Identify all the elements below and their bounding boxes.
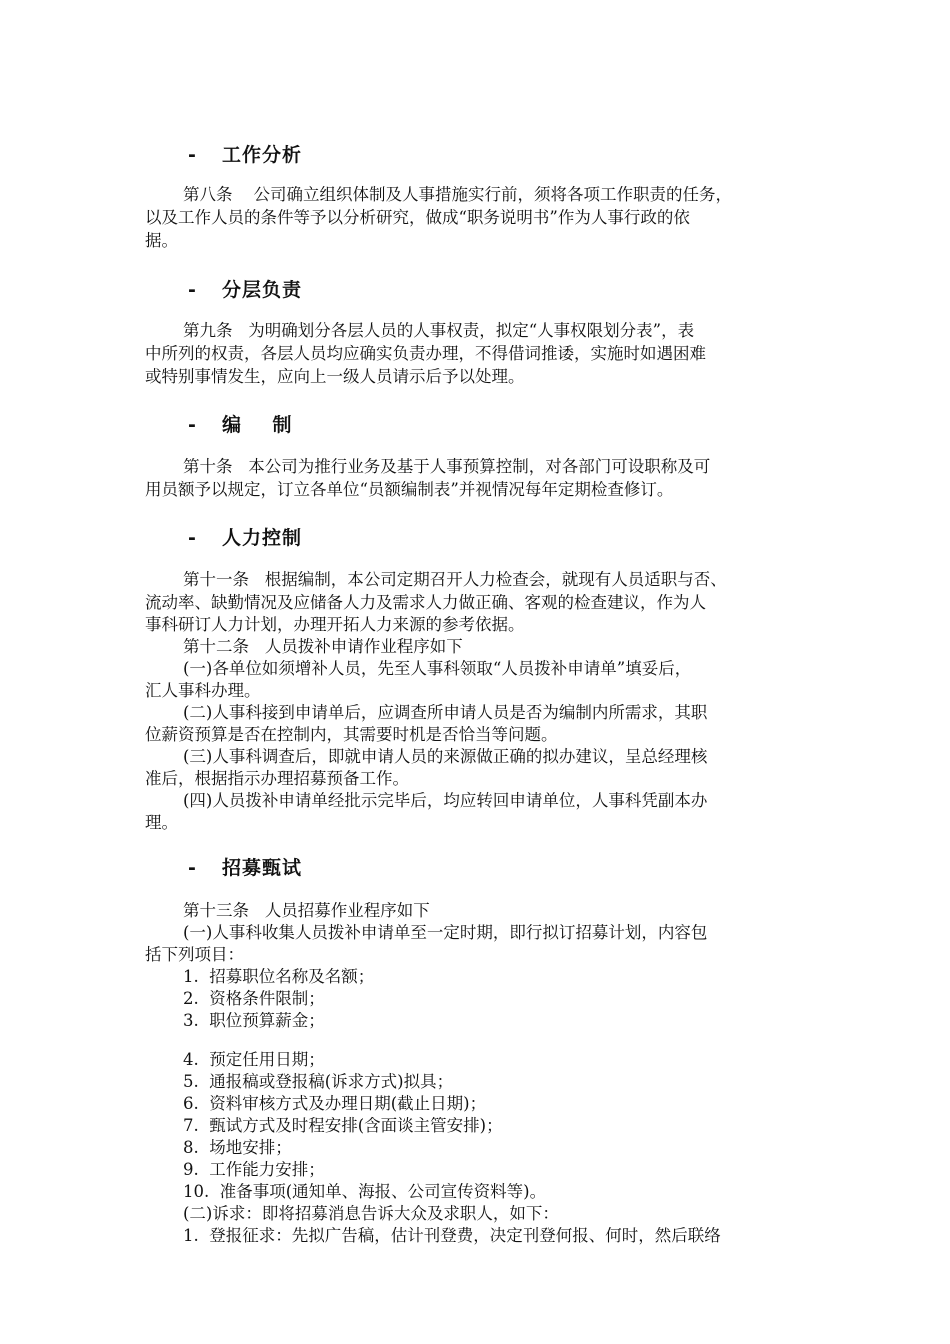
list-item: 3. 职位预算薪金； xyxy=(183,1011,325,1030)
article-12-line: (一)各单位如须增补人员，先至人事科领取“人员拨补申请单”填妥后， xyxy=(183,659,692,678)
section-heading-manpower-control: - 人力控制 xyxy=(188,527,303,549)
list-item: 8. 场地安排； xyxy=(183,1138,292,1157)
article-9-line: 中所列的权责，各层人员均应确实负责办理，不得借词推诿，实施时如遇困难 xyxy=(145,344,706,363)
list-item: 5. 通报稿或登报稿(诉求方式)拟具； xyxy=(183,1072,454,1091)
article-12-line: 汇人事科办理。 xyxy=(145,681,261,700)
article-8-line: 第八条 公司确立组织体制及人事措施实行前，须将各项工作职责的任务， xyxy=(183,185,732,204)
article-13-line: (一)人事科收集人员拨补申请单至一定时期，即行拟订招募计划，内容包 xyxy=(183,923,708,942)
article-12-line: 第十二条 人员拨补申请作业程序如下 xyxy=(183,637,463,656)
article-13-line: (二)诉求：即将招募消息告诉大众及求职人，如下： xyxy=(183,1204,559,1223)
article-12-line: (四)人员拨补申请单经批示完毕后，均应转回申请单位，人事科凭副本办 xyxy=(183,791,708,810)
article-11-line: 第十一条 根据编制，本公司定期召开人力检查会，就现有人员适职与否、 xyxy=(183,570,727,589)
article-12-line: 理。 xyxy=(145,813,178,832)
article-9-line: 或特别事情发生，应向上一级人员请示后予以处理。 xyxy=(145,367,525,386)
list-item: 10. 准备事项(通知单、海报、公司宣传资料等)。 xyxy=(183,1182,547,1201)
section-heading-job-analysis: - 工作分析 xyxy=(188,144,303,166)
article-11-line: 事科研订人力计划，办理开拓人力来源的参考依据。 xyxy=(145,615,525,634)
article-10-line: 用员额予以规定，订立各单位“员额编制表”并视情况每年定期检查修订。 xyxy=(145,480,674,499)
article-12-line: (二)人事科接到申请单后，应调查所申请人员是否为编制内所需求，其职 xyxy=(183,703,708,722)
article-12-line: 位薪资预算是否在控制内，其需要时机是否恰当等问题。 xyxy=(145,725,558,744)
section-heading-staffing: - 编 制 xyxy=(188,414,293,436)
article-12-line: (三)人事科调查后，即就申请人员的来源做正确的拟办建议，呈总经理核 xyxy=(183,747,708,766)
list-item: 7. 甄试方式及时程安排(含面谈主管安排)； xyxy=(183,1116,503,1135)
list-item: 2. 资格条件限制； xyxy=(183,989,325,1008)
article-9-line: 第九条 为明确划分各层人员的人事权责，拟定“人事权限划分表”，表 xyxy=(183,321,695,340)
article-13-line: 第十三条 人员招募作业程序如下 xyxy=(183,901,430,920)
article-13-line: 括下列项目： xyxy=(145,945,244,964)
list-item: 1. 招募职位名称及名额； xyxy=(183,967,375,986)
article-11-line: 流动率、缺勤情况及应储备人力及需求人力做正确、客观的检查建议，作为人 xyxy=(145,593,706,612)
article-12-line: 准后，根据指示办理招募预备工作。 xyxy=(145,769,409,788)
article-8-line: 据。 xyxy=(145,231,178,250)
section-heading-delegation: - 分层负责 xyxy=(188,279,303,301)
list-item: 1. 登报征求：先拟广告稿，估计刊登费，决定刊登何报、何时，然后联络 xyxy=(183,1226,721,1245)
article-10-line: 第十条 本公司为推行业务及基于人事预算控制，对各部门可设职称及可 xyxy=(183,457,711,476)
section-heading-recruitment: - 招募甄试 xyxy=(188,857,303,879)
list-item: 9. 工作能力安排； xyxy=(183,1160,325,1179)
list-item: 6. 资料审核方式及办理日期(截止日期)； xyxy=(183,1094,487,1113)
list-item: 4. 预定任用日期； xyxy=(183,1050,325,1069)
article-8-line: 以及工作人员的条件等予以分析研究，做成“职务说明书”作为人事行政的依 xyxy=(145,208,690,227)
